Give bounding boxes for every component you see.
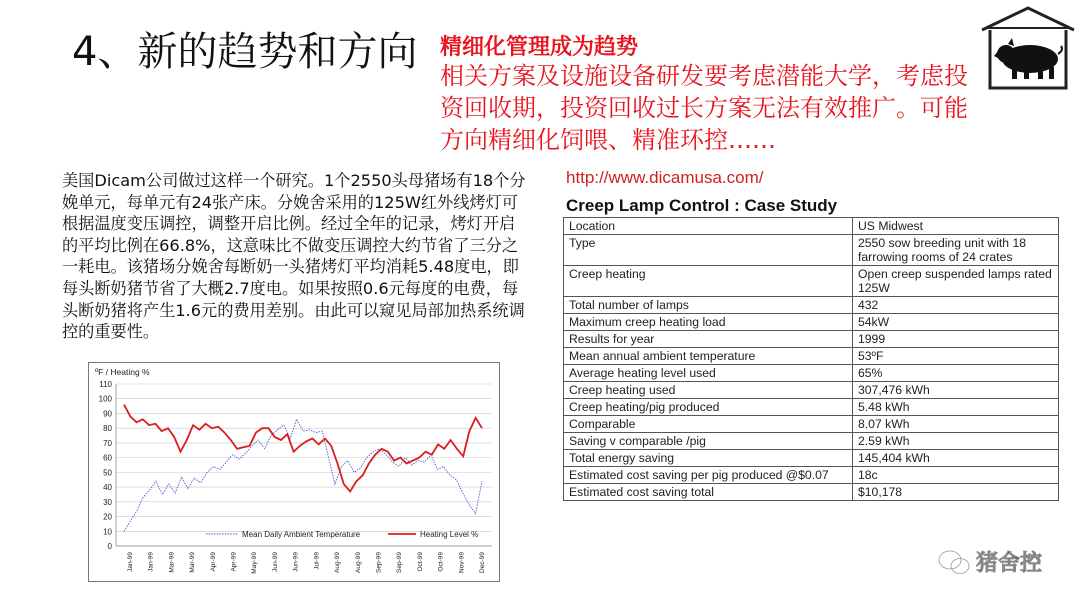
table-row [564,348,1059,365]
row-value: 18c [853,467,1059,484]
y-tick-label: 50 [103,468,112,478]
row-value: 2.59 kWh [853,433,1059,450]
trend-subheading: 精细化管理成为趋势 [440,35,639,60]
row-value: 65% [853,365,1059,382]
x-tick-label: Sep-99 [396,552,404,573]
legend-label: Mean Daily Ambient Temperature [242,530,361,539]
y-tick-label: 90 [103,409,112,419]
slide-title: 4、新的趋势和方向 [72,29,418,75]
y-tick-label: 10 [103,527,112,537]
wechat-icon [939,551,969,574]
table-row [564,467,1059,484]
table-row [564,266,1059,297]
row-value: $10,178 [853,484,1059,501]
x-tick-label: Jul-99 [313,552,321,570]
table-row [564,365,1059,382]
x-tick-label: Mar-99 [168,552,176,573]
table-row [564,484,1059,501]
row-label: Estimated cost saving per pig produced @$0.07 [564,467,853,484]
row-label: Saving v comparable /pig [564,433,853,450]
chart-legend [206,530,478,539]
case-study-table [563,217,1059,501]
y-tick-label: 80 [103,424,112,434]
chart-frame [89,363,500,582]
table-row [564,399,1059,416]
row-label: Location [564,218,853,235]
row-label: Creep heating/pig produced [564,399,853,416]
x-tick-label: Dec-99 [479,552,486,573]
x-tick-label: Jun-99 [292,552,300,572]
source-url[interactable]: http://www.dicamusa.com/ [566,168,764,187]
row-value: 307,476 kWh [853,382,1059,399]
y-tick-label: 0 [107,542,112,551]
x-tick-label: Jun-99 [271,552,279,572]
row-label: Maximum creep heating load [564,314,853,331]
y-tick-label: 20 [103,512,112,522]
table-row [564,433,1059,450]
table-row [564,235,1059,266]
row-label: Average heating level used [564,365,853,382]
legend-label: Heating Level % [420,530,479,539]
row-value: 53ºF [853,348,1059,365]
y-tick-label: 100 [98,394,112,404]
row-value: 8.07 kWh [853,416,1059,433]
row-label: Comparable [564,416,853,433]
x-tick-label: Aug-99 [354,552,362,573]
x-tick-label: Jan-99 [147,552,155,572]
row-value: 145,404 kWh [853,450,1059,467]
heating-chart [88,362,500,582]
row-value: Open creep suspended lamps rated 125W [853,266,1059,297]
row-label: Creep heating used [564,382,853,399]
row-label: Creep heating [564,266,853,297]
trend-description: 相关方案及设施设备研发要考虑潜能大学，考虑投资回收期，投资回收过长方案无法有效推广。可能方向精细化饲喂、精准环控…… [440,62,968,154]
x-tick-label: Jan-99 [127,552,134,572]
table-title: Creep Lamp Control : Case Study [566,196,838,215]
row-value: 2550 sow breeding unit with 18 farrowing rooms of 24 crates [853,235,1059,266]
table-row [564,416,1059,433]
table-row [564,297,1059,314]
x-tick-label: Oct-99 [437,552,445,572]
table-row [564,450,1059,467]
x-tick-label: Oct-99 [416,552,424,572]
table-row [564,218,1059,235]
wechat-watermark [936,542,1056,582]
x-tick-label: Nov-99 [458,552,466,573]
x-tick-label: May-99 [251,552,259,574]
row-value: US Midwest [853,218,1059,235]
row-label: Estimated cost saving total [564,484,853,501]
row-label: Total energy saving [564,450,853,467]
y-tick-label: 40 [103,483,112,493]
study-description: 美国Dicam公司做过这样一个研究。1个2550头母猪场有18个分娩单元，每单元有24张产床。分娩舍采用的125W红外线烤灯可根据温度变压调控，调整开启比例。经过全年的记录，烤灯开启的平均比例在66.8%，这意味比不做变压调控大约节省了三分之一耗电。该猪场分娩舍每断奶一头猪烤灯平均消耗5.48度电，即每头断奶猪节省了大概2.7度电。如果按照0.6元每度的电费，每头断奶猪将产生1.6元的费用差别。由此可以窥见局部加热系统调控的重要性。 [62,171,526,342]
y-tick-label: 110 [99,380,112,389]
row-label: Results for year [564,331,853,348]
row-label: Type [564,235,853,266]
row-label: Total number of lamps [564,297,853,314]
table-row [564,331,1059,348]
row-value: 5.48 kWh [853,399,1059,416]
row-value: 54kW [853,314,1059,331]
barn-pig-icon [978,4,1078,92]
y-tick-label: 60 [103,453,112,463]
row-label: Mean annual ambient temperature [564,348,853,365]
chart-y-axis-label: ºF / Heating % [95,367,150,377]
table-row [564,314,1059,331]
x-tick-label: Aug-99 [334,552,342,573]
y-tick-label: 30 [103,497,112,507]
y-tick-label: 70 [103,438,112,448]
row-value: 1999 [853,331,1059,348]
row-value: 432 [853,297,1059,314]
table-row [564,382,1059,399]
x-tick-label: Apr-99 [230,552,238,572]
x-tick-label: Sep-99 [375,552,383,573]
x-tick-label: Mar-99 [189,552,197,573]
x-tick-label: Apr-99 [209,552,217,572]
watermark-text: 猪舍控 [976,551,1043,576]
